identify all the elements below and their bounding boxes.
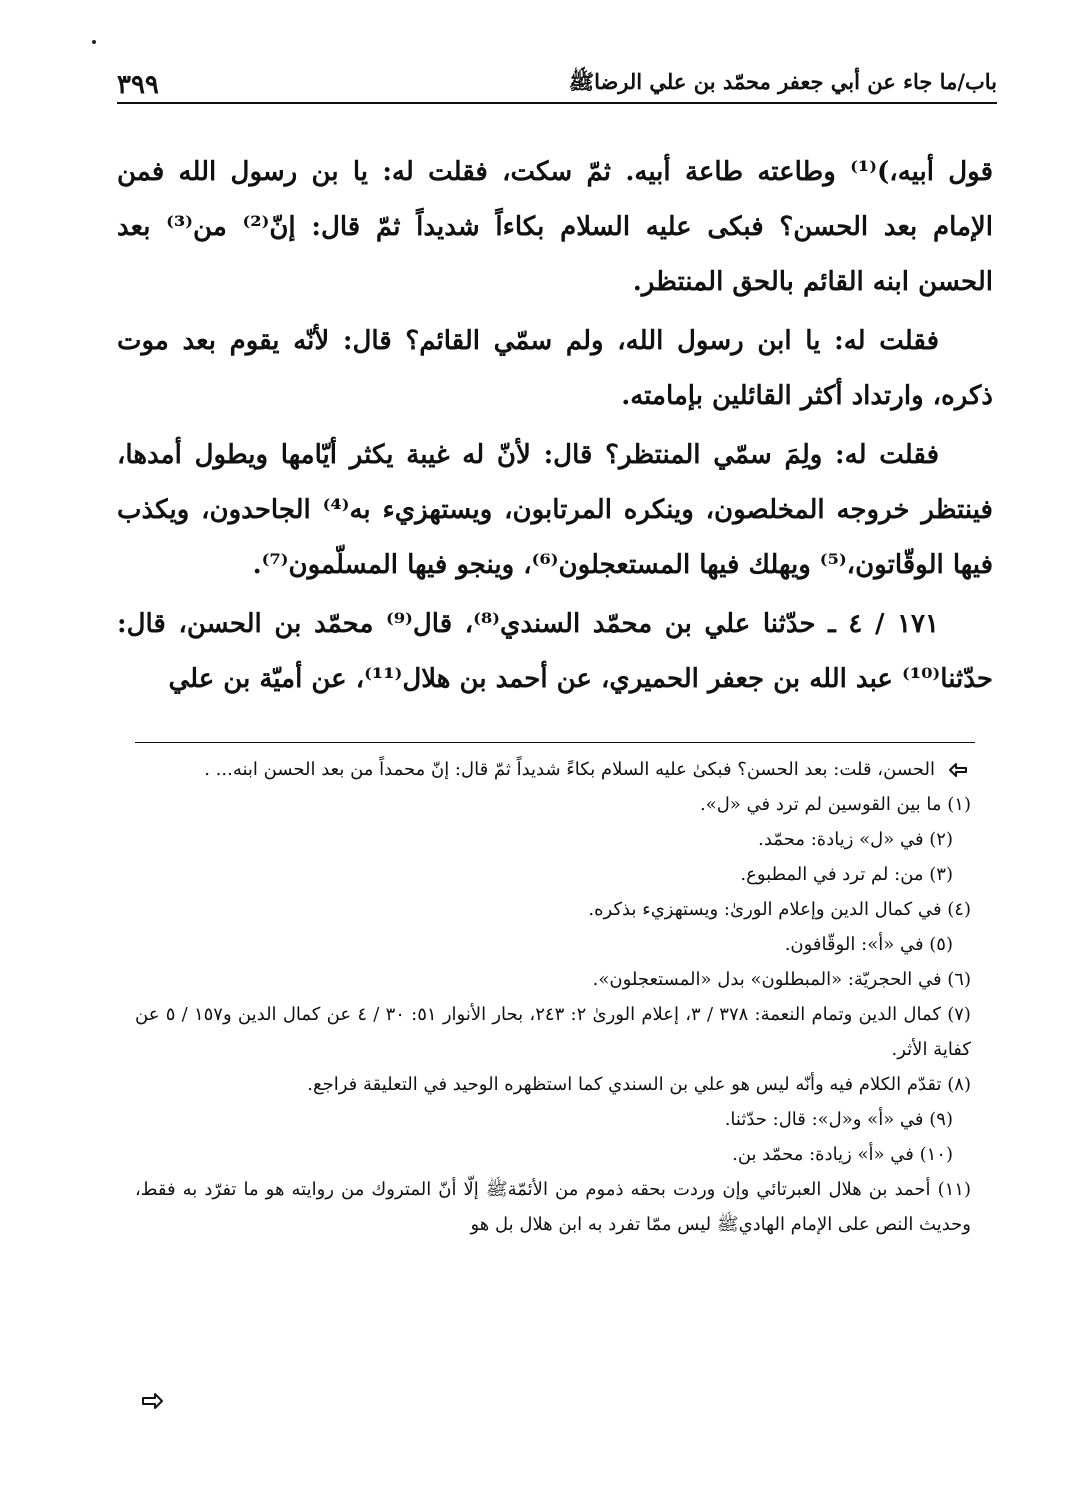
footnote: (٥) في «أ»: الوقّافون. xyxy=(784,934,953,955)
paragraph: فقلت له: يا ابن رسول الله، ولم سمّي القائم؟ قال: لأنّه يقوم بعد موت ذكره، وارتداد أكثر القائلين بإمامته. xyxy=(117,326,993,411)
footnote: (٧) كمال الدين وتمام النعمة: ٣٧٨ / ٣، إعلام الورىٰ ٢: ٢٤٣، بحار الأنوار ٥١: ٣٠ / ٤ عن كمال الدين و١٥٧ / ٥ عن كفاية الأثر. xyxy=(135,1004,971,1060)
running-title: باب/ما جاء عن أبي جعفر محمّد بن علي الرضاﷺ xyxy=(568,69,997,94)
footnote-rule xyxy=(135,742,975,743)
continued-from-previous-page-icon xyxy=(947,759,969,781)
header-rule xyxy=(117,102,997,104)
footnote: (١٠) في «أ» زيادة: محمّد بن. xyxy=(732,1144,953,1165)
continues-next-page-icon xyxy=(139,1388,165,1414)
page-number: ٣٩٩ xyxy=(117,70,159,100)
footnote: (٣) من: لم ترد في المطبوع. xyxy=(740,864,953,885)
footnote-continuation-text: الحسن، قلت: بعد الحسن؟ فبكىٰ عليه السلام بكاءً شديداً ثمّ قال: إنّ محمداً من بعد الحسن ابنه... . xyxy=(204,759,935,780)
corner-dot xyxy=(92,40,96,44)
footnote: (٢) في «ل» زيادة: محمّد. xyxy=(758,829,953,850)
paragraph: قول أبيه،)⁽¹⁾ وطاعته طاعة أبيه. ثمّ سكت، فقلت له: يا بن رسول الله فمن الإمام بعد الحسن؟ فبكى عليه السلام بكاءاً شديداً ثمّ قال: إنّ⁽²⁾ من⁽³⁾ بعد الحسن ابنه القائم بالحق المنتظر. xyxy=(117,157,993,297)
footnote: (١١) أحمد بن هلال العبرتائي وإن وردت بحقه ذموم من الأئمّةﷺ إلّا أنّ المتروك من روايته هو ما تفرّد به فقط، وحديث النص على الإمام الهاديﷺ ليس ممّا تفرد به ابن هلال بل هو xyxy=(135,1179,971,1235)
main-text xyxy=(117,145,993,711)
footnote-continuation xyxy=(135,752,975,787)
running-head xyxy=(117,60,997,100)
footnote: (١) ما بين القوسين لم ترد في «ل». xyxy=(699,794,971,815)
footnote: (٤) في كمال الدين وإعلام الورىٰ: ويستهزيء بذكره. xyxy=(588,899,971,920)
paragraph: فقلت له: ولِمَ سمّي المنتظر؟ قال: لأنّ له غيبة يكثر أيّامها ويطول أمدها، فينتظر خروجه المخلصون، وينكره المرتابون، ويستهزيء به⁽⁴⁾ الجاحدون، ويكذب فيها الوقّاتون،⁽⁵⁾ ويهلك فيها المستعجلون⁽⁶⁾، وينجو فيها المسلّمون⁽⁷⁾. xyxy=(117,440,993,580)
footnote: (٦) في الحجريّة: «المبطلون» بدل «المستعجلون». xyxy=(592,969,971,990)
footnote: (٨) تقدّم الكلام فيه وأنّه ليس هو علي بن السندي كما استظهره الوحيد في التعليقة فراجع. xyxy=(307,1074,971,1095)
paragraph: ١٧١ / ٤ ـ حدّثنا علي بن محمّد السندي⁽⁸⁾، قال⁽⁹⁾ محمّد بن الحسن، قال: حدّثنا⁽¹⁰⁾ عبد الله بن جعفر الحميري، عن أحمد بن هلال⁽¹¹⁾، عن أميّة بن علي xyxy=(117,609,993,694)
footnote: (٩) في «أ» و«ل»: قال: حدّثنا. xyxy=(724,1109,953,1130)
footnotes xyxy=(135,752,975,1242)
